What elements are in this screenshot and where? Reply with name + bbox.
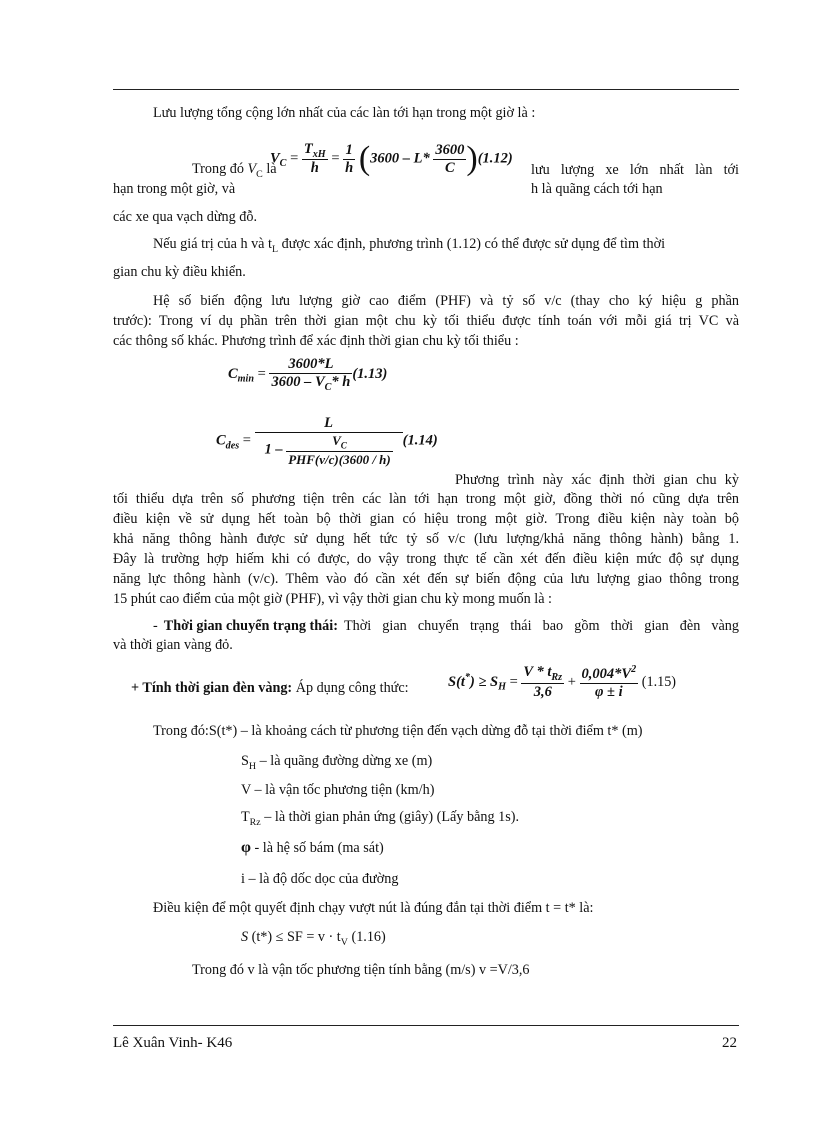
para-5-line-2: và thời gian vàng đỏ. — [113, 637, 233, 653]
para-3-line-2: trước): Trong ví dụ phần trên thời gian một chu kỳ tối thiểu được tính toán với mỗi giá trị VC và — [113, 313, 739, 329]
equation-1-13: $C_{min}$ = $\frac{3600*L}{3600 - V_C* h}$ (1.13) — [228, 356, 388, 393]
para-5-line-1: - Thời gian chuyển trạng thái: Thời gian chuyển trạng thái bao gồm thời gian đèn vàng — [153, 618, 739, 634]
trong-do-label: Trong đó $V_C$ là — [192, 161, 277, 180]
footer-rule — [113, 1025, 739, 1026]
line-b-left: hạn trong một giờ, và — [113, 181, 236, 197]
def-intro: Trong đó:S(t*) – là khoảng cách từ phương tiện đến vạch dừng đỗ tại thời điểm t* (m) — [153, 723, 643, 739]
def-i: i – là độ dốc dọc của đường — [241, 871, 399, 887]
para-2-line-2: gian chu kỳ điều khiển. — [113, 264, 246, 280]
line-a-right: lưu lượng xe lớn nhất làn tới — [531, 162, 739, 178]
para-2-line-1: Nếu giá trị của h và $t_L$ được xác định, phương trình (1.12) có thể được sử dụng để tìm thời — [153, 236, 666, 255]
para-4-line-5: Đây là trường hợp hiếm khi có được, do vậy trong thực tế cần xét đến điều kiện mức độ sự dụng — [113, 551, 739, 567]
equation-1-12: $V_C$ = $\frac{T_{xH}}{h}$ = $\frac{1}{h}$ (3600 – L* $\frac{3600}{C}$ )(1.12) — [270, 140, 513, 177]
para-4-line-6: năng lực thông hành (v/c). Thêm vào đó cần xét đến sự biến động của lưu lượng giao thông trong — [113, 571, 739, 587]
para-4-line-7: 15 phút cao điểm của một giờ (PHF), vì vậy thời gian chu kỳ mong muốn là : — [113, 591, 552, 607]
para-8: Trong đó v là vận tốc phương tiện tính bằng (m/s) v =V/3,6 — [192, 962, 530, 978]
para-7: Điều kiện để một quyết định chạy vượt nút là đúng đắn tại thời điểm t = t* là: — [153, 900, 594, 916]
line-b-right: h là quãng cách tới hạn — [531, 181, 663, 197]
def-v: V – là vận tốc phương tiện (km/h) — [241, 782, 435, 798]
def-sh: $S_H$ – là quãng đường dừng xe (m) — [241, 753, 433, 772]
def-t: $T_{Rz}$ – là thời gian phản ứng (giây) (Lấy bằng 1s). — [241, 809, 519, 828]
para-4-line-3: điều kiện về sử dụng hết toàn bộ thời gian có hiệu trong một giờ. Trong điều kiện này toàn bộ — [113, 511, 739, 527]
para-4-line-1: Phương trình này xác định thời gian chu kỳ — [455, 472, 739, 488]
equation-1-15: $S(t^*) \ge S_H$ = $\frac{V * t_{Rz}}{3,6}$ + $\frac{0,004*V^2}{\varphi \pm i}$ (1.15) — [448, 664, 677, 700]
para-3-line-1: Hệ số biến động lưu lượng giờ cao điểm (PHF) và tỷ số v/c (thay cho ký hiệu g phần — [153, 293, 739, 309]
footer-author: Lê Xuân Vinh- K46 — [113, 1035, 233, 1051]
equation-1-14: $C_{des}$ = L 1 – $\frac{V_C}{\text{PHF(v/c)(3600 / h)}}$ (1.14) — [216, 415, 438, 467]
para-1: Lưu lượng tổng cộng lớn nhất của các làn tới hạn trong một giờ là : — [153, 105, 536, 121]
para-3-line-3: các thông số khác. Phương trình để xác định thời gian chu kỳ tối thiểu : — [113, 333, 519, 349]
line-c: các xe qua vạch dừng đỗ. — [113, 209, 257, 225]
para-4-line-4: khả năng thông hành được sử dụng hết tức tỷ số v/c (lưu lượng/khả năng thông hành) bằng 1. — [113, 531, 739, 547]
para-4-line-2: tối thiểu dựa trên số phương tiện trên các làn tới hạn trong một giờ, đồng thời nó cũng dựa trên — [113, 491, 739, 507]
equation-1-16: S (t*) ≤ SF = $v \cdot t_V$ (1.16) — [241, 929, 386, 948]
def-phi: φ - là hệ số bám (ma sát) — [241, 839, 384, 856]
para-6: + Tính thời gian đèn vàng: Áp dụng công thức: — [131, 680, 409, 696]
footer-page-number: 22 — [722, 1035, 737, 1051]
header-rule — [113, 89, 739, 90]
